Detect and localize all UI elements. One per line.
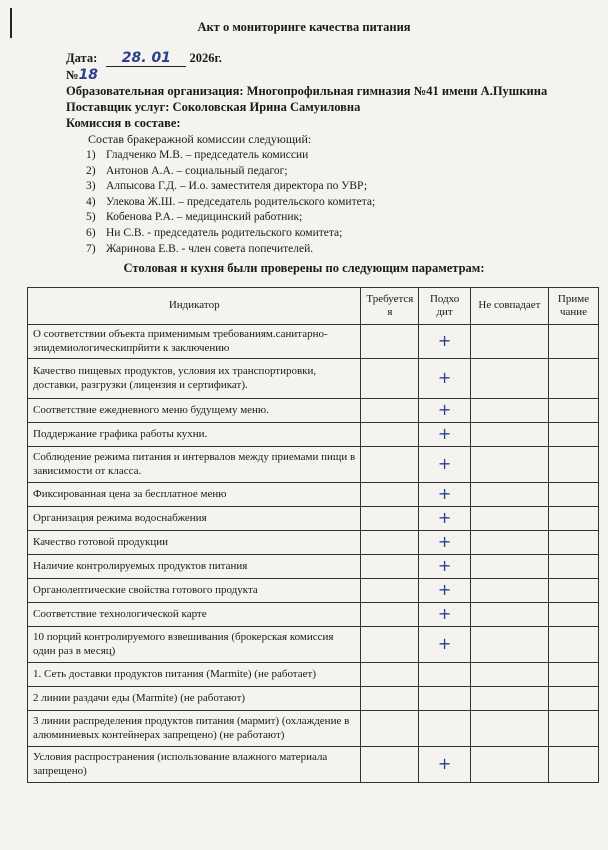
fits-cell xyxy=(419,626,470,662)
organization-line: Образовательная организация: Многопрофильная гимназия №41 имени А.Пушкина xyxy=(66,84,548,98)
note-cell xyxy=(549,626,599,662)
required-cell xyxy=(361,554,419,578)
fits-cell xyxy=(419,746,470,782)
table-row xyxy=(28,746,599,782)
fits-mark: + xyxy=(437,484,452,504)
fits-mark: + xyxy=(437,532,452,552)
note-cell xyxy=(549,506,599,530)
required-cell xyxy=(361,626,419,662)
member-text: Кобенова Р.А. – медицинский работник; xyxy=(106,211,303,224)
not-match-cell xyxy=(470,746,548,782)
member-text: Ни С.В. - председатель родительского комитета; xyxy=(106,226,343,239)
member-item xyxy=(86,148,375,164)
fits-mark: + xyxy=(437,580,452,600)
fits-cell xyxy=(419,482,470,506)
table-row xyxy=(28,325,599,359)
note-cell xyxy=(549,710,599,746)
fits-cell xyxy=(419,506,470,530)
date-year: 2026г. xyxy=(189,51,222,65)
supplier-line: Поставщик услуг: Соколовская Ирина Самуиловна xyxy=(66,100,361,114)
member-text: Улекова Ж.Ш. – председатель родительского комитета; xyxy=(106,195,376,208)
table-row xyxy=(28,422,599,446)
fits-cell xyxy=(419,710,470,746)
fits-mark: + xyxy=(437,368,452,388)
indicator-cell: 1. Сеть доставки продуктов питания (Marmite) (не работает) xyxy=(28,662,361,686)
fits-cell xyxy=(419,398,470,422)
fits-mark: + xyxy=(437,754,452,774)
header-indicator: Индикатор xyxy=(28,288,361,325)
member-number: 7) xyxy=(86,242,96,255)
member-number: 4) xyxy=(86,195,96,208)
member-item xyxy=(86,242,375,258)
required-cell xyxy=(361,710,419,746)
params-heading: Столовая и кухня были проверены по следующим параметрам: xyxy=(123,261,485,275)
member-number: 2) xyxy=(86,164,96,177)
table-row xyxy=(28,482,599,506)
required-cell xyxy=(361,686,419,710)
required-cell xyxy=(361,746,419,782)
not-match-cell xyxy=(470,626,548,662)
member-item xyxy=(86,226,375,242)
not-match-cell xyxy=(470,662,548,686)
table-row xyxy=(28,358,599,398)
fits-mark: + xyxy=(437,424,452,444)
not-match-cell xyxy=(470,325,548,359)
indicator-cell: Наличие контролируемых продуктов питания xyxy=(28,554,361,578)
member-text: Антонов А.А. – социальный педагог; xyxy=(106,164,288,177)
not-match-cell xyxy=(470,710,548,746)
fits-mark: + xyxy=(437,400,452,420)
required-cell xyxy=(361,530,419,554)
table-row xyxy=(28,662,599,686)
not-match-cell xyxy=(470,422,548,446)
fits-cell xyxy=(419,358,470,398)
commission-intro: Состав бракеражной комиссии следующий: xyxy=(88,132,312,146)
not-match-cell xyxy=(470,554,548,578)
indicator-cell: 2 линии раздачи еды (Marmite) (не работают) xyxy=(28,686,361,710)
indicators-table xyxy=(27,287,599,783)
fits-cell xyxy=(419,325,470,359)
indicator-cell: О соответствии объекта применимым требованиям.санитарно-эпидемиологическипрйити к заключению xyxy=(28,325,361,359)
table-row xyxy=(28,626,599,662)
note-cell xyxy=(549,530,599,554)
note-cell xyxy=(549,686,599,710)
required-cell xyxy=(361,358,419,398)
indicator-cell: Соответствие технологической карте xyxy=(28,602,361,626)
member-item xyxy=(86,195,375,211)
fits-mark: + xyxy=(437,634,452,654)
member-item xyxy=(86,210,375,226)
number-line xyxy=(66,67,98,83)
date-line xyxy=(66,50,222,67)
not-match-cell xyxy=(470,530,548,554)
table-row xyxy=(28,602,599,626)
note-cell xyxy=(549,325,599,359)
number-value: 18 xyxy=(78,67,99,83)
indicator-cell: 3 линии распределения продуктов питания (мармит) (охлаждение в алюминиевых контейнерах запрещено) (не работают) xyxy=(28,710,361,746)
not-match-cell xyxy=(470,686,548,710)
header-not-match: Не совпадает xyxy=(470,288,548,325)
indicator-cell: Условия распространения (использование влажного материала запрещено) xyxy=(28,746,361,782)
not-match-cell xyxy=(470,602,548,626)
table-row xyxy=(28,446,599,482)
member-item xyxy=(86,179,375,195)
required-cell xyxy=(361,578,419,602)
note-cell xyxy=(549,554,599,578)
member-text: Алпысова Г.Д. – И.о. заместителя директора по УВР; xyxy=(106,180,368,193)
required-cell xyxy=(361,662,419,686)
fits-cell xyxy=(419,662,470,686)
member-number: 6) xyxy=(86,226,96,239)
indicator-cell: Соответствие ежедневного меню будущему меню. xyxy=(28,398,361,422)
note-cell xyxy=(549,398,599,422)
date-label: Дата: xyxy=(66,51,98,65)
table-row xyxy=(28,530,599,554)
commission-members xyxy=(86,148,375,257)
indicator-cell: Качество готовой продукции xyxy=(28,530,361,554)
table-header-row xyxy=(28,288,599,325)
note-cell xyxy=(549,746,599,782)
not-match-cell xyxy=(470,446,548,482)
date-value: 28. 01 xyxy=(106,50,186,67)
required-cell xyxy=(361,482,419,506)
not-match-cell xyxy=(470,578,548,602)
member-item xyxy=(86,164,375,180)
indicator-cell: Организация режима водоснабжения xyxy=(28,506,361,530)
fits-cell xyxy=(419,686,470,710)
indicator-cell: Соблюдение режима питания и интервалов между приемами пищи в зависимости от класса. xyxy=(28,446,361,482)
member-number: 5) xyxy=(86,211,96,224)
fits-mark: + xyxy=(437,556,452,576)
header-required: Требуется я xyxy=(361,288,419,325)
member-number: 1) xyxy=(86,149,96,161)
note-cell xyxy=(549,602,599,626)
table-row xyxy=(28,578,599,602)
indicator-cell: Фиксированная цена за бесплатное меню xyxy=(28,482,361,506)
fits-cell xyxy=(419,578,470,602)
required-cell xyxy=(361,602,419,626)
commission-label: Комиссия в составе: xyxy=(66,116,181,130)
required-cell xyxy=(361,398,419,422)
number-label: № xyxy=(66,68,79,82)
header-note: Приме чание xyxy=(549,288,599,325)
note-cell xyxy=(549,446,599,482)
indicator-cell: Качество пищевых продуктов, условия их транспортировки, доставки, разгрузки (лицензия и сертификат). xyxy=(28,358,361,398)
fits-mark: + xyxy=(437,454,452,474)
indicator-cell: Поддержание графика работы кухни. xyxy=(28,422,361,446)
document-title: Акт о мониторинге качества питания xyxy=(197,20,411,34)
required-cell xyxy=(361,325,419,359)
not-match-cell xyxy=(470,358,548,398)
fits-mark: + xyxy=(437,508,452,528)
fits-cell xyxy=(419,422,470,446)
required-cell xyxy=(361,422,419,446)
fits-cell xyxy=(419,530,470,554)
fits-cell xyxy=(419,554,470,578)
member-text: Гладченко М.В. – председатель комиссии xyxy=(106,149,309,161)
table-row xyxy=(28,686,599,710)
note-cell xyxy=(549,422,599,446)
table-row xyxy=(28,710,599,746)
note-cell xyxy=(549,358,599,398)
note-cell xyxy=(549,482,599,506)
not-match-cell xyxy=(470,506,548,530)
fits-mark: + xyxy=(437,331,452,351)
member-number: 3) xyxy=(86,180,96,193)
fits-cell xyxy=(419,446,470,482)
fits-cell xyxy=(419,602,470,626)
not-match-cell xyxy=(470,398,548,422)
member-text: Жаринова Е.В. - член совета попечителей. xyxy=(106,242,314,255)
fits-mark: + xyxy=(437,604,452,624)
table-row xyxy=(28,506,599,530)
table-row xyxy=(28,554,599,578)
not-match-cell xyxy=(470,482,548,506)
required-cell xyxy=(361,446,419,482)
required-cell xyxy=(361,506,419,530)
note-cell xyxy=(549,662,599,686)
table-row xyxy=(28,398,599,422)
header-fits: Подхо дит xyxy=(419,288,470,325)
note-cell xyxy=(549,578,599,602)
indicator-cell: 10 порций контролируемого взвешивания (брокерская комиссия один раз в месяц) xyxy=(28,626,361,662)
indicator-cell: Органолептические свойства готового продукта xyxy=(28,578,361,602)
